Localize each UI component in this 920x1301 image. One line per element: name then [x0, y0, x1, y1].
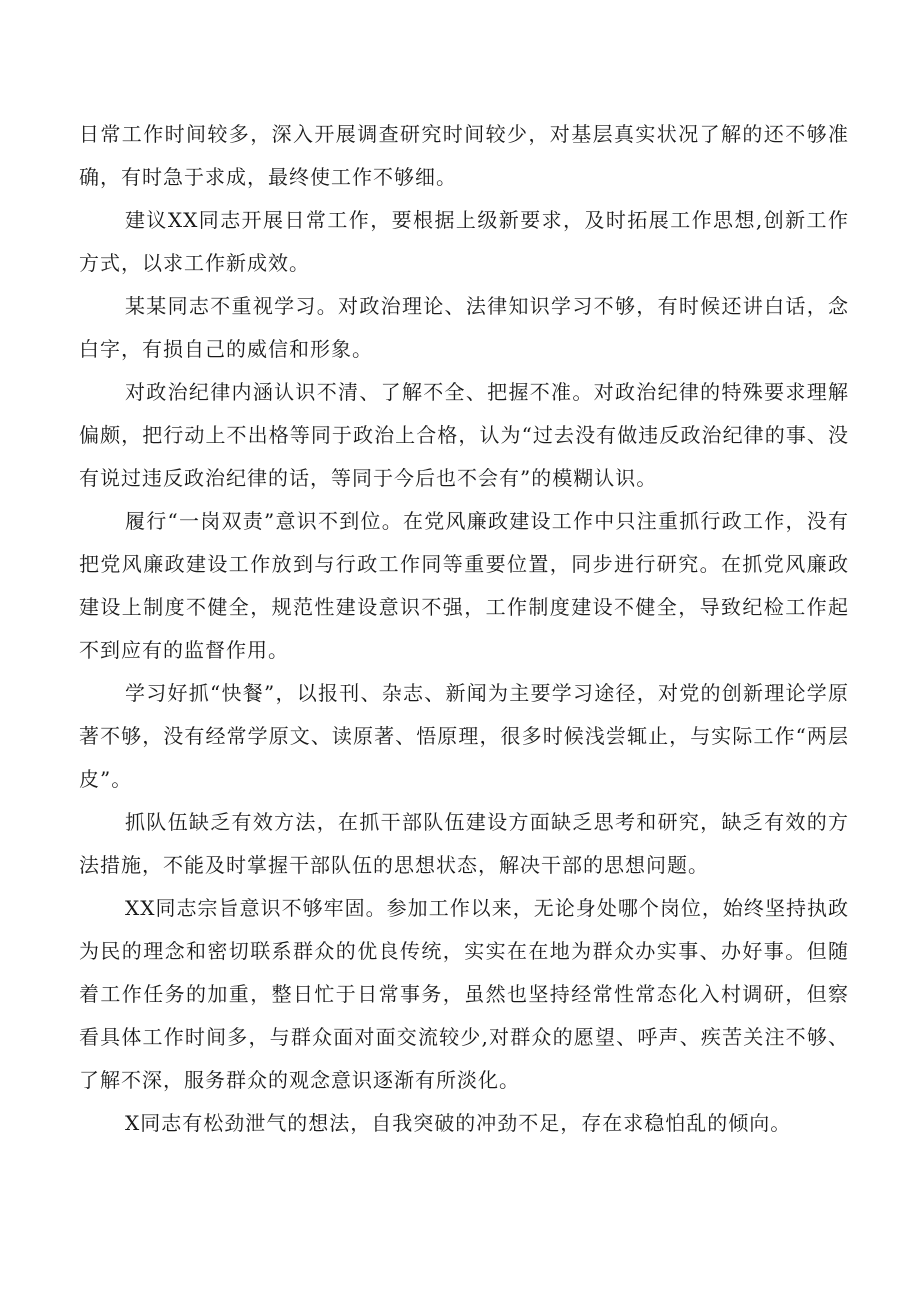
paragraph: 学习好抓“快餐”，以报刊、杂志、新闻为主要学习途径，对党的创新理论学原著不够，没有经常学原文、读原著、悟原理，很多时候浅尝辄止，与实际工作“两层皮”。 [79, 681, 849, 791]
paragraph: 建议XX同志开展日常工作，要根据上级新要求，及时拓展工作思想,创新工作方式，以求工作新成效。 [79, 208, 849, 275]
paragraph: X同志有松劲泄气的想法，自我突破的冲劲不足，存在求稳怕乱的倾向。 [125, 1111, 792, 1135]
paragraph: 对政治纪律内涵认识不清、了解不全、把握不准。对政治纪律的特殊要求理解偏颇，把行动上不出格等同于政治上合格，认为“过去没有做违反政治纪律的事、没有说过违反政治纪律的话，等同于今后也不会有”的模糊认识。 [79, 380, 849, 490]
paragraph: 履行“一岗双责”意识不到位。在党风廉政建设工作中只注重抓行政工作，没有把党风廉政建设工作放到与行政工作同等重要位置，同步进行研究。在抓党风廉政建设上制度不健全，规范性建设意识不强，工作制度建设不健全，导致纪检工作起不到应有的监督作用。 [79, 509, 849, 662]
paragraph: 日常工作时间较多，深入开展调查研究时间较少，对基层真实状况了解的还不够准确，有时急于求成，最终使工作不够细。 [79, 122, 849, 189]
document-body [79, 113, 849, 1145]
paragraph: 抓队伍缺乏有效方法，在抓干部队伍建设方面缺乏思考和研究，缺乏有效的方法措施，不能及时掌握干部队伍的思想状态，解决干部的思想问题。 [79, 810, 849, 877]
paragraph: 某某同志不重视学习。对政治理论、法律知识学习不够，有时候还讲白话，念白字，有损自己的威信和形象。 [79, 294, 849, 361]
paragraph: XX同志宗旨意识不够牢固。参加工作以来，无论身处哪个岗位，始终坚持执政为民的理念和密切联系群众的优良传统，实实在在地为群众办实事、办好事。但随着工作任务的加重，整日忙于日常事务，虽然也坚持经常性常态化入村调研，但察看具体工作时间多，与群众面对面交流较少,对群众的愿望、呼声、疾苦关注不够、了解不深，服务群众的观念意识逐渐有所淡化。 [79, 896, 849, 1092]
